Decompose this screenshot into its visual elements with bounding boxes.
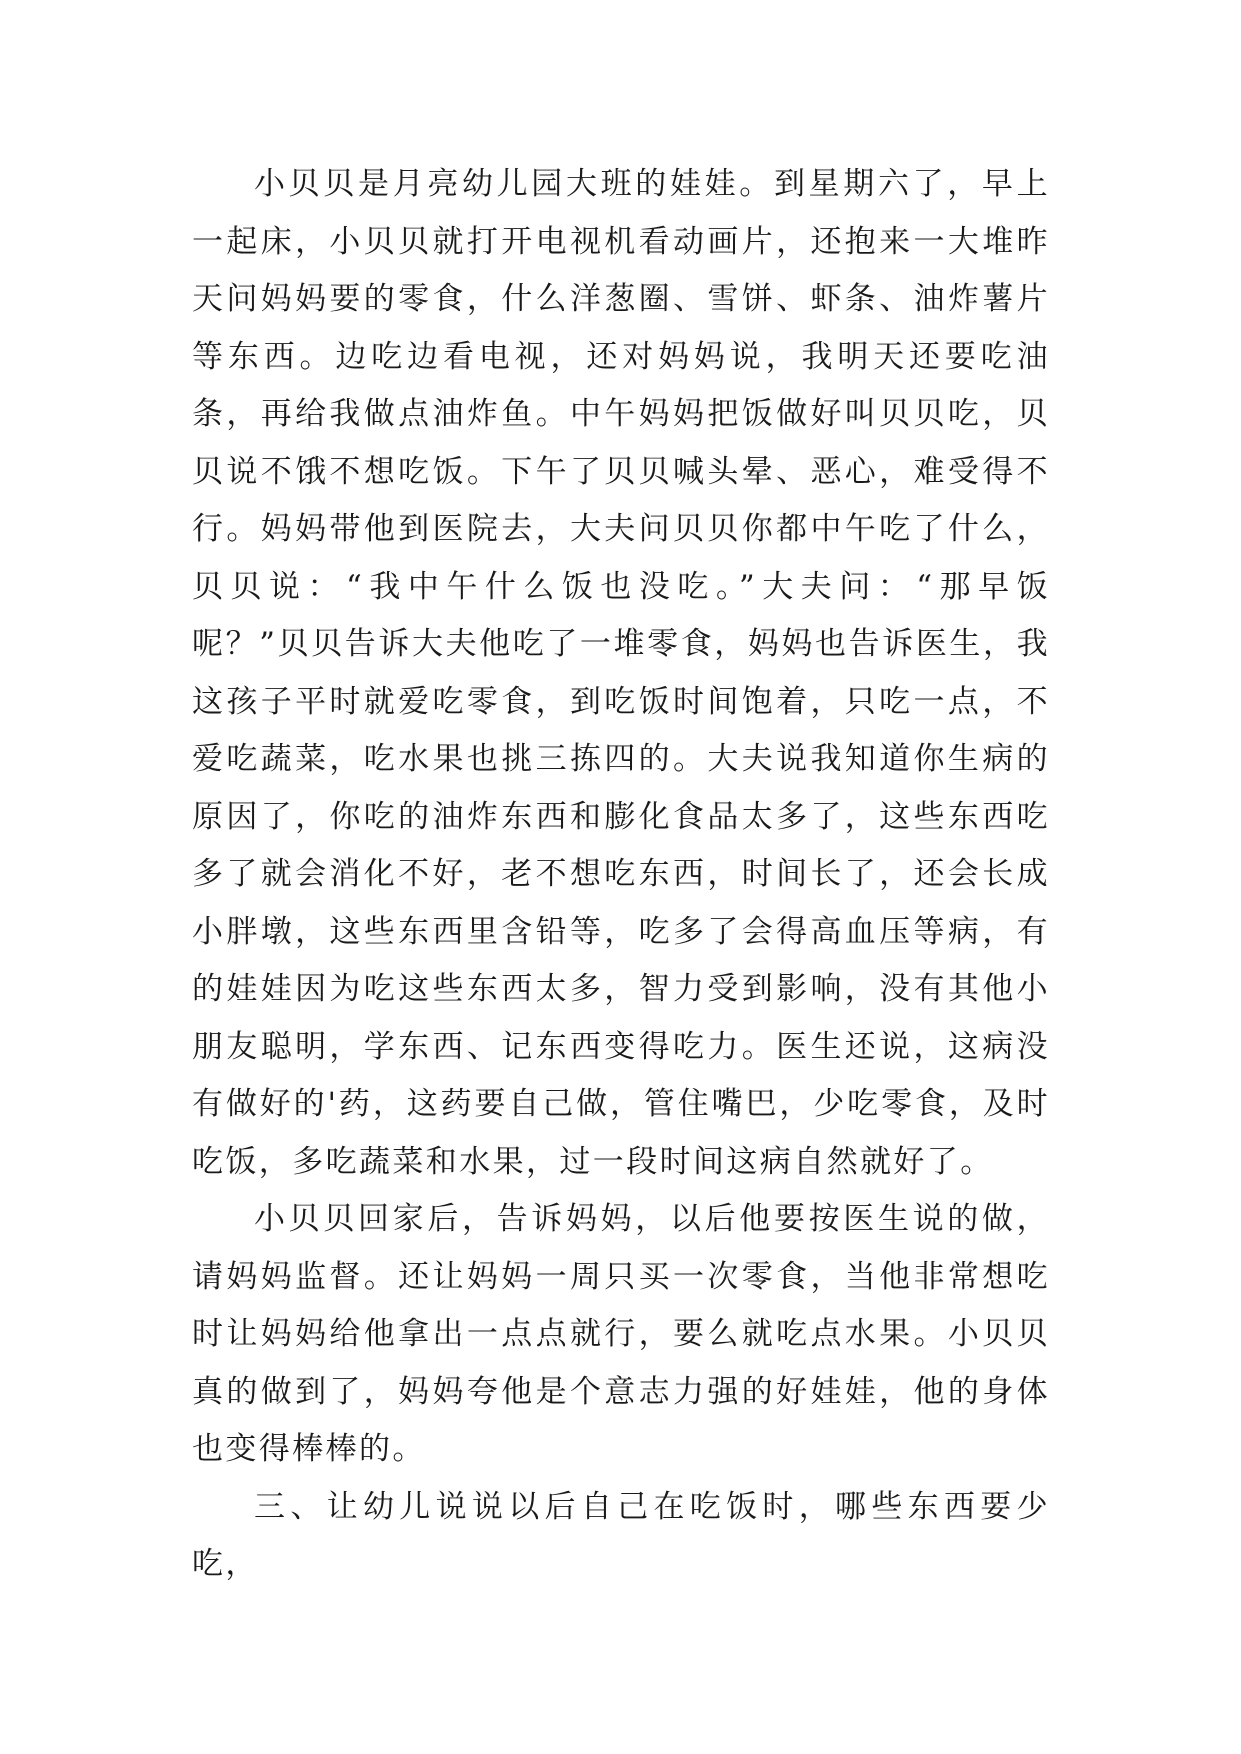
paragraph-section-three: 三、让幼儿说说以后自己在吃饭时，哪些东西要少吃， (192, 1488, 1050, 1582)
document-body (192, 156, 1050, 1594)
paragraph-after-hospital: 小贝贝回家后，告诉妈妈，以后他要按医生说的做，请妈妈监督。还让妈妈一周只买一次零食，当他非常想吃时让妈妈给他拿出一点点就行，要么就吃点水果。小贝贝真的做到了，妈妈夸他是个意志力强的好娃娃，他的身体也变得棒棒的。 (192, 1201, 1050, 1467)
paragraph-story: 小贝贝是月亮幼儿园大班的娃娃。到星期六了，早上一起床，小贝贝就打开电视机看动画片，还抱来一大堆昨天问妈妈要的零食，什么洋葱圈、雪饼、虾条、油炸薯片等东西。边吃边看电视，还对妈妈说，我明天还要吃油条，再给我做点油炸鱼。中午妈妈把饭做好叫贝贝吃，贝贝说不饿不想吃饭。下午了贝贝喊头晕、恶心，难受得不行。妈妈带他到医院去，大夫问贝贝你都中午吃了什么，贝贝说：“我中午什么饭也没吃。”大夫问：“那早饭呢？”贝贝告诉大夫他吃了一堆零食，妈妈也告诉医生，我这孩子平时就爱吃零食，到吃饭时间饱着，只吃一点，不爱吃蔬菜，吃水果也挑三拣四的。大夫说我知道你生病的原因了，你吃的油炸东西和膨化食品太多了，这些东西吃多了就会消化不好，老不想吃东西，时间长了，还会长成小胖墩，这些东西里含铅等，吃多了会得高血压等病，有的娃娃因为吃这些东西太多，智力受到影响，没有其他小朋友聪明，学东西、记东西变得吃力。医生还说，这病没有做好的'药，这药要自己做，管住嘴巴，少吃零食，及时吃饭，多吃蔬菜和水果，过一段时间这病自然就好了。 (192, 166, 1050, 1180)
